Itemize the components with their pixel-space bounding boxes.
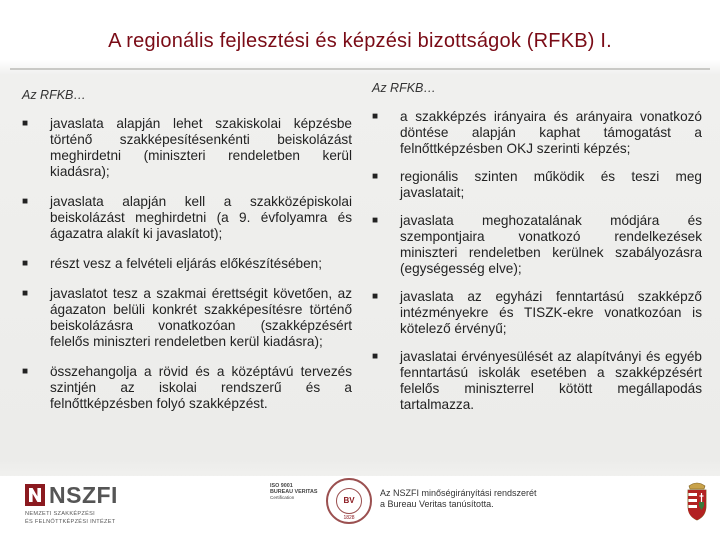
square-bullet-icon: ■ xyxy=(372,291,379,302)
list-item xyxy=(372,109,702,157)
square-bullet-icon: ■ xyxy=(372,215,379,226)
left-bullet-list xyxy=(22,116,352,412)
list-item xyxy=(372,349,702,413)
list-item xyxy=(372,213,702,277)
list-item-text: a szakképzés irányaira és arányaira vonatkozó döntése alapján kaphat támogatást a felnőttképzésben OKJ szerinti képzés; xyxy=(400,109,702,156)
list-item xyxy=(372,169,702,201)
list-item xyxy=(22,116,352,180)
left-column-heading: Az RFKB… xyxy=(22,88,86,102)
left-column xyxy=(22,80,352,426)
right-bullet-list xyxy=(372,109,702,413)
title-divider xyxy=(10,68,710,70)
list-item-text: összehangolja a rövid és a középtávú tervezés szintjén az iskolai rendszerű és a felnőttképzésben folyó szakképzést. xyxy=(50,364,352,411)
list-item-text: javaslatot tesz a szakmai érettségit követően, az ágazaton belüli konkrét szakképesítésre történő beiskolázásra vonatkozóan (szakképzésért felelős miniszteri rendeletben kerül kiadásra); xyxy=(50,286,352,349)
iso-certifier: BUREAU VERITAS xyxy=(270,489,318,495)
square-bullet-icon: ■ xyxy=(22,118,29,129)
logo-subtitle-line1: NEMZETI SZAKKÉPZÉSI xyxy=(25,511,96,517)
square-bullet-icon: ■ xyxy=(22,258,29,269)
hungarian-coat-of-arms-icon xyxy=(683,480,711,522)
iso-label: Certification xyxy=(270,495,295,500)
square-bullet-icon: ■ xyxy=(372,111,379,122)
list-item-text: javaslata alapján kell a szakközépiskolai beiskolázást meghirdetni (a 9. évfolyamra és ágazatra alakít ki javaslatot); xyxy=(50,194,352,241)
logo-subtitle xyxy=(25,511,116,526)
logo-subtitle-line2: ÉS FELNŐTTKÉPZÉSI INTÉZET xyxy=(25,518,116,525)
iso-certification-badge xyxy=(270,483,324,523)
certification-text: Az NSZFI minőségirányítási rendszerét a Bureau Veritas tanúsította. xyxy=(380,488,537,509)
list-item xyxy=(22,256,352,272)
list-item-text: regionális szinten működik és teszi meg javaslatait; xyxy=(400,169,702,200)
square-bullet-icon: ■ xyxy=(22,288,29,299)
list-item xyxy=(22,194,352,242)
list-item-text: javaslata alapján lehet szakiskolai képzésbe történő szakképesítésenkénti beiskolázást meghirdetni (miniszteri rendeletben kerül kiadásra); xyxy=(50,116,352,179)
list-item xyxy=(22,286,352,350)
list-item-text: javaslatai érvényesülését az alapítványi és egyéb fenntartású iskolák esetében a szakképzésért felelős miniszterrel kötött megállapodás tartalmazza. xyxy=(400,349,702,412)
list-item xyxy=(372,289,702,337)
list-item xyxy=(22,364,352,412)
list-item-text: részt vesz a felvételi eljárás előkészítésében; xyxy=(50,256,323,271)
seal-center: BV xyxy=(336,488,362,514)
nszfi-logo xyxy=(25,484,135,528)
iso-standard: ISO 9001 xyxy=(270,483,293,489)
nszfi-logo-icon xyxy=(25,484,45,506)
square-bullet-icon: ■ xyxy=(22,366,29,377)
list-item-text: javaslata meghozatalának módjára és szempontjaira vonatkozó rendelkezések miniszteri rendeletben kerülnek szabályozásra (egységesség elve); xyxy=(400,213,702,276)
bureau-veritas-seal-icon xyxy=(326,478,372,524)
right-column xyxy=(372,80,702,425)
square-bullet-icon: ■ xyxy=(372,351,379,362)
right-column-heading: Az RFKB… xyxy=(372,81,436,95)
slide-title: A regionális fejlesztési és képzési bizottságok (RFKB) I. xyxy=(108,30,612,52)
square-bullet-icon: ■ xyxy=(372,171,379,182)
seal-year: 1828 xyxy=(343,515,355,521)
list-item-text: javaslata az egyházi fenntartású szakképző intézményekre és TISZK-ekre vonatkozóan is kötelező érvényű; xyxy=(400,289,702,336)
logo-text: NSZFI xyxy=(49,482,118,508)
square-bullet-icon: ■ xyxy=(22,196,29,207)
